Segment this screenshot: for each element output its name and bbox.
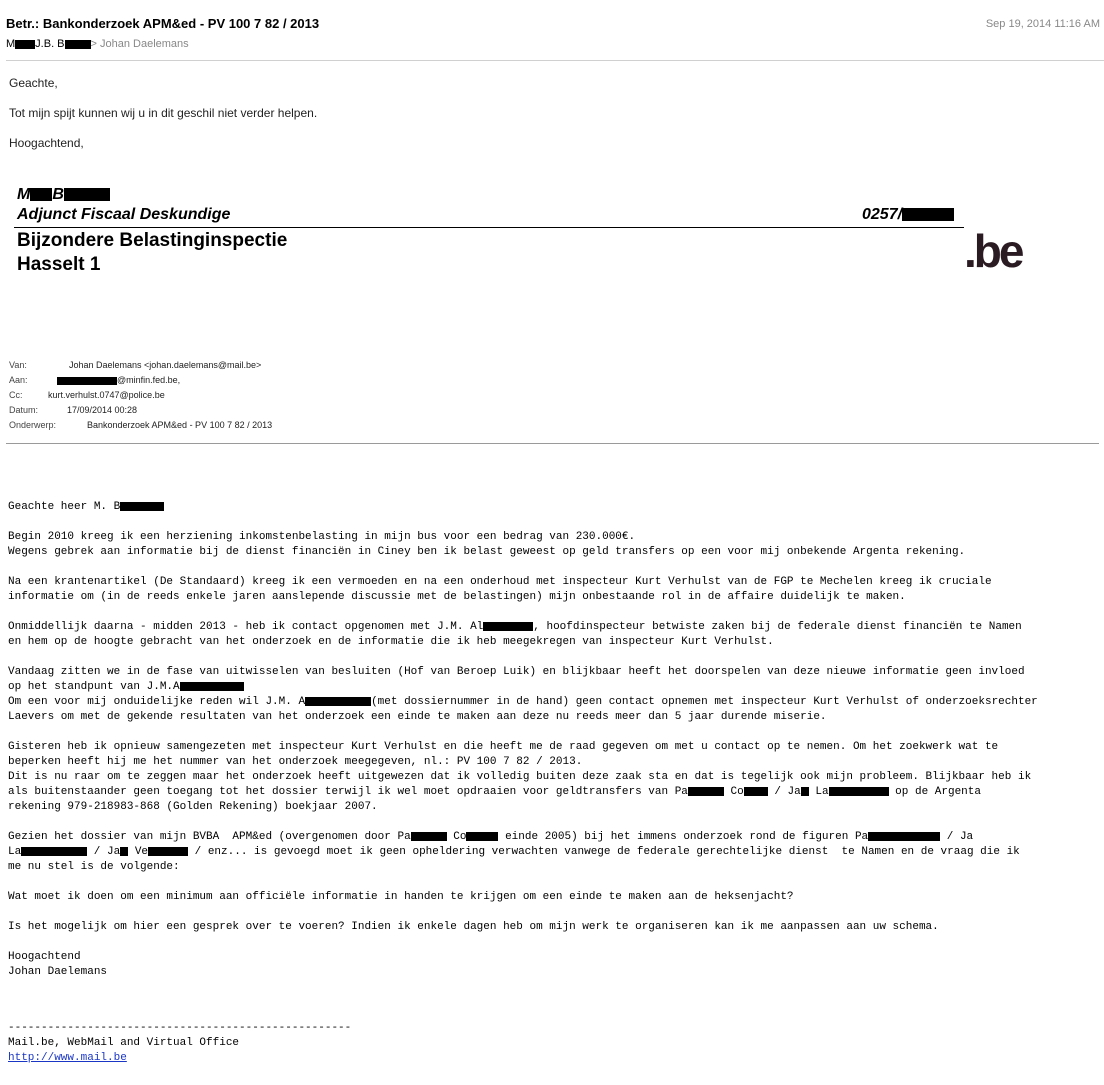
signature-title: Adjunct Fiscaal Deskundige <box>17 206 231 223</box>
message-closing: Hoogachtend <box>8 951 81 963</box>
message-line: Na een krantenartikel (De Standaard) kreeg ik een vermoeden en na een onderhoud met inspecteur Kurt Verhulst van de FGP te Mechelen kreeg ik cruciale <box>8 576 992 588</box>
quoted-date-value: 17/09/2014 00:28 <box>67 405 138 415</box>
footer-separator: ---------------------------------------------------- <box>8 1022 352 1034</box>
email-subject: Betr.: Bankonderzoek APM&ed - PV 100 7 82 / 2013 <box>6 16 320 31</box>
message-body: Geachte heer M. B Begin 2010 kreeg ik een herziening inkomstenbelasting in mijn bus voor een bedrag van 230.000€. Wegens gebrek aan informatie bij de dienst financiën in Ciney ben ik belast geweest op geld transfers op een voor mij onbekende Argenta rekening. Na een krantenartikel (De Standaard) kreeg ik een vermoeden en na een onderhoud met inspecteur Kurt Verhulst van de FGP te Mechelen kreeg ik cruciale informatie om (in de reeds enkele jaren aanslepende discussie met de belastingen) mijn onbestaande rol in de affaire duidelijk te maken. Onmiddellijk daarna - midden 2013 - heb ik contact opgenomen met J.M. Al , hoofdinspecteur betwiste zaken bij de federale dienst financiën te Namen en hem op de hoogte gebracht van het onderzoek en de informatie die ik heb meegekregen van inspecteur Kurt Verhulst. Vandaag zitten we in de fase van uitwisselen van besluiten (Hof van Beroep Luik) en blijkbaar heeft het doorspelen van deze nieuwe informatie geen invloed op het standpunt van J.M.A Om een voor mij onduidelijke reden wil J.M. A (met dossiernummer in de hand) geen contact opnemen met inspecteur Kurt Verhulst of onderzoeksrechter Laevers om met de gekende resultaten van het onderzoek een einde te maken aan deze nu reeds meer dan 5 jaar durende miserie. Gisteren heb ik opnieuw samengezeten met inspecteur Kurt Verhulst en die heeft me de raad gegeven om met u contact op te nemen. Om het zoekwerk wat te beperken heeft hij me het nummer van het onderzoek meegegeven, nl.: PV 100 7 82 / 2013. Dit is nu raar om te zeggen maar het onderzoek heeft uitgewezen dat ik volledig buiten deze zaak sta en dat is tegelijk ook mijn probleem. Blijkbaar heb ik als buitenstaander geen toegang tot het dossier terwijl ik wel moet opdraaien voor geldtransfers van Pa Co / Ja La op de Argenta rekening 979-218983-868 (Golden Rekening) boekjaar 2007. Gezien het dossier van mijn BVBA APM&ed (overgenomen door Pa Co einde 2005) bij het immens onderzoek rond de figuren Pa / Ja La / Ja Ve / enz... is gevoegd moet ik geen opheldering verwachten vanwege de federale gerechtelijke dienst te Namen en de vraag die ik me nu stel is de volgende: Wat moet ik doen om een minimum aan officiële informatie in handen te krijgen om een einde te maken aan de heksenjacht? Is het mogelijk om hier een gesprek over te voeren? Indien ik enkele dagen heb om mijn werk te organiseren kan ik me aanpassen aan uw schema. Hoogachtend Johan Daelemans <box>8 501 1038 978</box>
message-line: Gezien het dossier van mijn BVBA APM&ed (overgenomen door Pa <box>8 831 411 843</box>
redaction <box>120 502 164 511</box>
message-line: , hoofdinspecteur betwiste zaken bij de federale dienst financiën te Namen <box>533 621 1022 633</box>
header-divider <box>6 60 1104 61</box>
redaction <box>483 622 533 631</box>
quoted-subject-label: Onderwerp: <box>9 420 57 430</box>
message-line: beperken heeft hij me het nummer van het onderzoek meegegeven, nl.: PV 100 7 82 / 2013. <box>8 756 583 768</box>
message-line: (met dossiernummer in de hand) geen contact opnemen met inspecteur Kurt Verhulst of onderzoeksrechter <box>371 696 1038 708</box>
message-line: Is het mogelijk om hier een gesprek over te voeren? Indien ik enkele dagen heb om mijn werk te organiseren kan ik me aanpassen aan uw schema. <box>8 921 939 933</box>
message-line: Wegens gebrek aan informatie bij de dienst financiën in Ciney ben ik belast geweest op geld transfers op een voor mij onbekende Argenta rekening. <box>8 546 966 558</box>
message-line: Begin 2010 kreeg ik een herziening inkomstenbelasting in mijn bus voor een bedrag van 230.000€. <box>8 531 636 543</box>
redaction <box>466 832 498 841</box>
message-sender: Johan Daelemans <box>8 966 108 978</box>
quoted-to-value: @minfin.fed.be, <box>57 375 180 385</box>
sender-name-prefix: M <box>6 38 16 50</box>
signature-phone <box>862 206 954 224</box>
redaction <box>21 847 87 856</box>
sender-line <box>6 38 189 50</box>
signature-phone-prefix: 0257/ <box>862 206 903 223</box>
signature-name-mid: B <box>52 186 64 203</box>
signature-location: Hasselt 1 <box>17 254 101 275</box>
quoted-subject-value: Bankonderzoek APM&ed - PV 100 7 82 / 2013 <box>87 420 273 430</box>
message-line: Om een voor mij onduidelijke reden wil J.M. A <box>8 696 306 708</box>
reply-closing: Hoogachtend, <box>9 136 84 150</box>
redaction <box>148 847 188 856</box>
signature-name <box>17 186 110 204</box>
reply-body: Tot mijn spijt kunnen wij u in dit geschil niet verder helpen. <box>9 106 318 120</box>
quoted-from-value: Johan Daelemans <johan.daelemans@mail.be> <box>69 360 262 370</box>
footer-service: Mail.be, WebMail and Virtual Office <box>8 1037 240 1049</box>
redaction <box>305 697 371 706</box>
message-line: als buitenstaander geen toegang tot het dossier terwijl ik wel moet opdraaien voor geldtransfers van Pa <box>8 786 688 798</box>
quoted-cc-label: Cc: <box>9 390 23 400</box>
message-line: rekening 979-218983-868 (Golden Rekening) boekjaar 2007. <box>8 801 378 813</box>
message-question: Wat moet ik doen om een minimum aan officiële informatie in handen te krijgen om een einde te maken aan de heksenjacht? <box>8 891 794 903</box>
footer-link[interactable]: http://www.mail.be <box>8 1052 127 1064</box>
redaction <box>744 787 768 796</box>
recipient-name: > Johan Daelemans <box>90 38 189 50</box>
message-line: Gisteren heb ik opnieuw samengezeten met inspecteur Kurt Verhulst en die heeft me de raad gegeven om met u contact op te nemen. Om het zoekwerk wat te <box>8 741 999 753</box>
quoted-header-divider <box>6 443 1099 444</box>
redaction <box>688 787 724 796</box>
message-line: La <box>8 846 22 858</box>
redaction <box>65 40 91 49</box>
message-line: informatie om (in de reeds enkele jaren aanslepende discussie met de belastingen) mijn onbestaande rol in de affaire duidelijk te maken. <box>8 591 906 603</box>
redaction <box>868 832 940 841</box>
redaction <box>180 682 244 691</box>
signature-name-prefix: M <box>17 186 31 203</box>
message-line: Laevers om met de gekende resultaten van het onderzoek een einde te maken aan deze nu reeds meer dan 5 jaar durende miserie. <box>8 711 827 723</box>
message-line: op het standpunt van J.M.A <box>8 681 180 693</box>
signature-divider <box>14 227 964 228</box>
redaction <box>902 208 954 221</box>
sender-name-mid: J.B. B <box>35 38 65 50</box>
signature-department: Bijzondere Belastinginspectie <box>17 230 288 251</box>
reply-greeting: Geachte, <box>9 76 58 90</box>
redaction <box>30 188 52 201</box>
email-date: Sep 19, 2014 11:16 AM <box>985 18 1100 30</box>
redaction <box>801 787 809 796</box>
redaction <box>15 40 35 49</box>
message-line: me nu stel is de volgende: <box>8 861 180 873</box>
redaction <box>829 787 889 796</box>
redaction <box>411 832 447 841</box>
message-line: Vandaag zitten we in de fase van uitwisselen van besluiten (Hof van Beroep Luik) en blijkbaar heeft het doorspelen van deze nieuwe informatie geen invloed <box>8 666 1025 678</box>
message-salutation: Geachte heer M. B <box>8 501 121 513</box>
message-line: en hem op de hoogte gebracht van het onderzoek en de informatie die ik heb meegekregen van inspecteur Kurt Verhulst. <box>8 636 774 648</box>
quoted-from-label: Van: <box>9 360 27 370</box>
message-line: Onmiddellijk daarna - midden 2013 - heb ik contact opgenomen met J.M. Al <box>8 621 484 633</box>
message-line: Dit is nu raar om te zeggen maar het onderzoek heeft uitgewezen dat ik volledig buiten deze zaak sta en dat is tegelijk ook mijn probleem. Blijkbaar heb ik <box>8 771 1032 783</box>
quoted-to-label: Aan: <box>9 375 28 385</box>
redaction <box>64 188 110 201</box>
be-logo: .be <box>964 225 1022 277</box>
redaction <box>57 377 117 385</box>
quoted-date-label: Datum: <box>9 405 39 415</box>
quoted-cc-value: kurt.verhulst.0747@police.be <box>48 390 165 400</box>
